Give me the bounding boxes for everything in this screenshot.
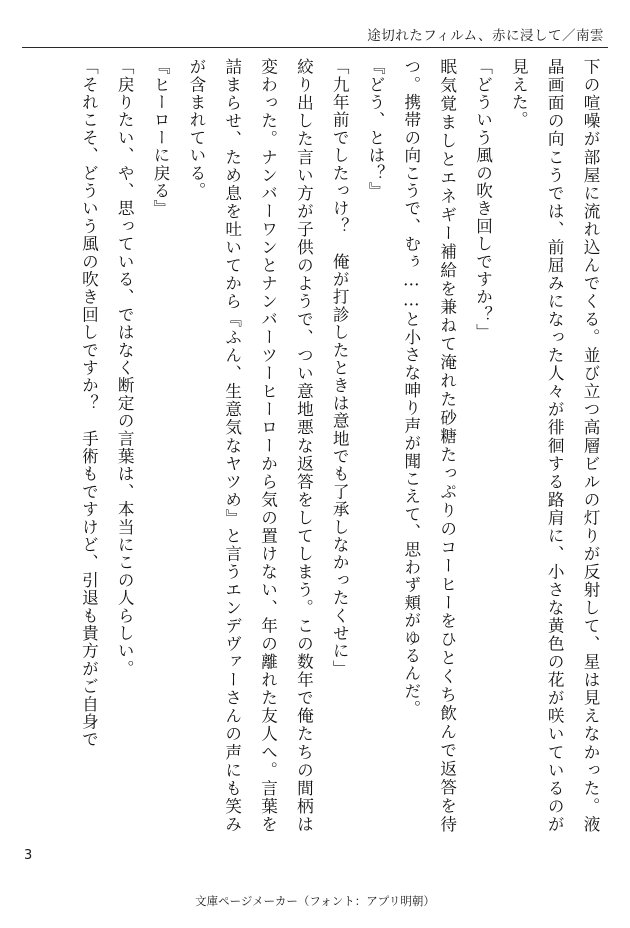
document-header-title: 途切れたフィルム、赤に浸して／南雲 — [367, 28, 604, 44]
body-paragraph: 下の喧噪が部屋に流れ込んでくる。並び立つ高層ビルの灯りが反射して、星は見えなかった。液晶画面の向こうでは、前屈みになった人々が徘徊する路肩に、小さな黄色の花が咲いているのが見えた。 — [509, 58, 600, 833]
page-number: 3 — [24, 848, 33, 863]
body-paragraph: 「それこそ、どういう風の吹き回しですか？ 手術もですけど、引退も貴方がご自身で — [79, 58, 99, 749]
body-paragraph: 「どういう風の吹き回しですか？」 — [473, 58, 493, 342]
footer-credit: 文庫ページメーカー（フォント：アプリ明朝） — [195, 894, 435, 908]
header-divider — [22, 47, 608, 48]
body-paragraph: 「戻りたい、や、思っている、ではなく断定の言葉は、本当にこの人らしい。 — [115, 58, 135, 678]
body-paragraph: 絞り出した言い方が子供のようで、つい意地悪な返答をしてしまう。この数年で俺たちの間柄は変わった。ナンバーワンとナンバーツーヒーローから気の置けない、年の離れた友人へ。言葉を詰まらせ、ため息を吐いてから『ふん、生意気なヤツめ』と言うエンデヴァーさんの声にも笑みが含まれている。 — [186, 58, 314, 833]
body-paragraph: 『ヒーローに戻る』 — [151, 58, 171, 218]
document-body — [22, 58, 608, 833]
body-paragraph: 「九年前でしたっけ？ 俺が打診したときは意地でも了承しなかったくせに」 — [330, 58, 350, 678]
body-paragraph: 『どう、とは？』 — [366, 58, 386, 200]
body-paragraph: 眠気覚ましとエネギー補給を兼ねて淹れた砂糖たっぷりのコーヒーをひとくち飲んで返答を待つ。携帯の向こうで、むぅ……と小さな呻り声が聞こえて、思わず頬がゆるんだ。 — [401, 58, 457, 833]
